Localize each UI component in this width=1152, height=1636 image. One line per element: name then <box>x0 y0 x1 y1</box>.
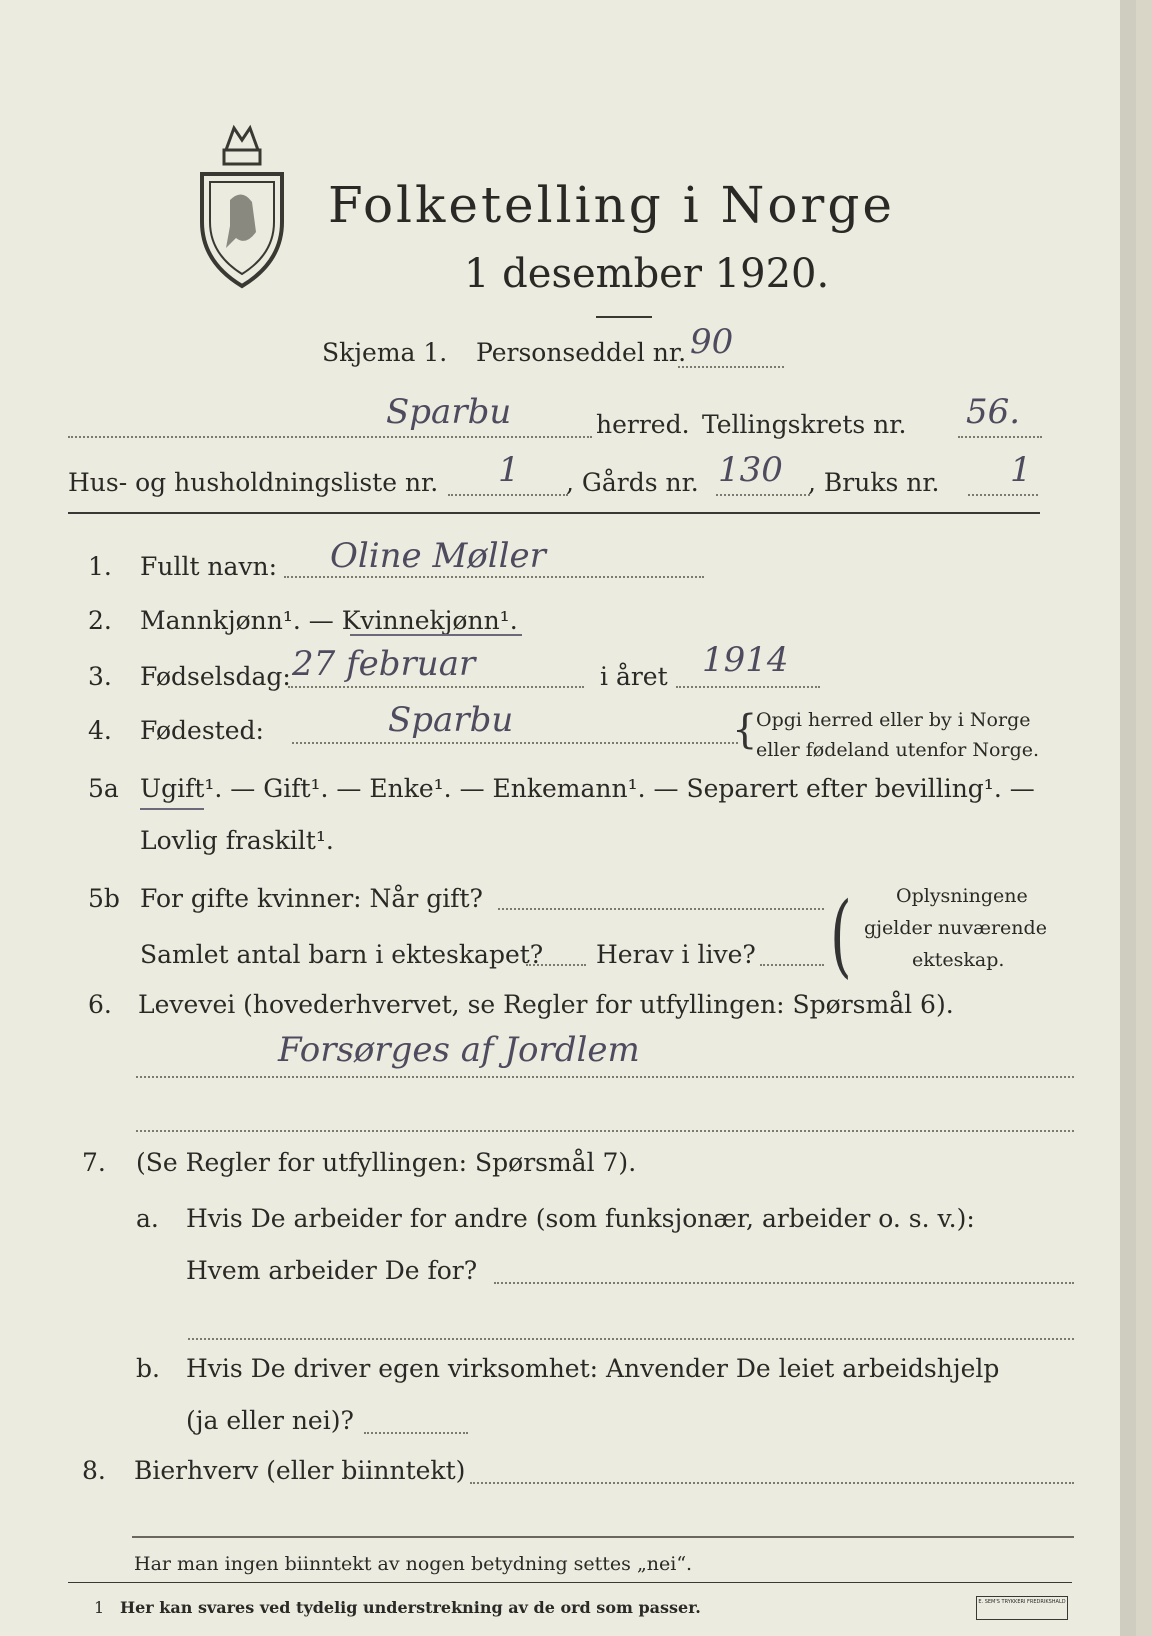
footer-rule <box>68 1582 1072 1583</box>
census-date: 1 desember 1920. <box>464 251 830 297</box>
q4-label: Fødested: <box>140 716 264 745</box>
q6-label: Levevei (hovederhvervet, se Regler for utfyllingen: Spørsmål 6). <box>138 990 954 1019</box>
tellingskrets-label: Tellingskrets nr. <box>702 410 907 439</box>
employer-line-2 <box>188 1338 1074 1340</box>
occupation-value[interactable]: Forsørges af Jordlem <box>278 1030 640 1070</box>
q6-number: 6. <box>88 990 112 1019</box>
q1-label: Fullt navn: <box>140 552 278 581</box>
q7a-line-1: Hvis De arbeider for andre (som funksjonær, arbeider o. s. v.): <box>186 1204 975 1233</box>
birthplace-note-1: Opgi herred eller by i Norge <box>756 709 1031 731</box>
q4-number: 4. <box>88 716 112 745</box>
q7b-line-1: Hvis De driver egen virksomhet: Anvender De leiet arbeidshjelp <box>186 1354 1000 1383</box>
children-alive-label: Herav i live? <box>596 940 756 969</box>
q1-line <box>284 576 704 578</box>
q7b-number: b. <box>136 1354 160 1383</box>
q7-label: (Se Regler for utfyllingen: Spørsmål 7). <box>136 1148 637 1177</box>
side-income-note: Har man ingen biinntekt av nogen betydning settes „nei“. <box>134 1553 693 1575</box>
year-line <box>676 686 820 688</box>
herred-line <box>68 436 592 438</box>
occupation-line-2 <box>136 1130 1074 1132</box>
occupation-line-1 <box>136 1076 1074 1078</box>
year-label: i året <box>600 662 668 691</box>
q8-label: Bierhverv (eller biinntekt) <box>134 1456 466 1485</box>
page-edge <box>1120 0 1136 1636</box>
civil-status-underline <box>140 808 204 810</box>
printer-stamp <box>976 1596 1068 1620</box>
tellingskrets-line <box>958 436 1042 438</box>
birthplace-note-2: eller fødeland utenfor Norge. <box>756 739 1040 761</box>
employer-line-1 <box>494 1282 1074 1284</box>
personseddel-value[interactable]: 90 <box>690 322 734 362</box>
hus-line <box>448 494 568 496</box>
civil-status-options-2[interactable]: Lovlig fraskilt¹. <box>140 826 334 855</box>
gards-value[interactable]: 130 <box>718 450 783 490</box>
q5a-number: 5a <box>88 774 119 803</box>
side-income-line-1 <box>470 1482 1074 1484</box>
coat-of-arms-icon <box>196 122 288 290</box>
hus-label: Hus- og husholdningsliste nr. <box>68 468 439 497</box>
birthday-line <box>288 686 584 688</box>
hus-value[interactable]: 1 <box>498 450 520 490</box>
civil-status-options[interactable]: Ugift¹. — Gift¹. — Enke¹. — Enkemann¹. — Separert efter bevilling¹. — <box>140 774 1035 803</box>
married-note-2: gjelder nuværende <box>864 917 1047 939</box>
married-note-1: Oplysningene <box>896 885 1028 907</box>
married-when-line <box>498 908 824 910</box>
title-divider <box>596 316 652 318</box>
form-title: Folketelling i Norge <box>328 176 895 234</box>
gender-underline <box>350 634 522 636</box>
bruks-line <box>968 494 1038 496</box>
footnote-number: 1 <box>94 1598 105 1617</box>
herred-value[interactable]: Sparbu <box>386 392 512 432</box>
q5b-number: 5b <box>88 884 120 913</box>
married-brace: ( <box>830 884 852 989</box>
birth-year-value[interactable]: 1914 <box>702 640 789 680</box>
gender-options[interactable]: Mannkjønn¹. — Kvinnekjønn¹. <box>140 606 518 635</box>
personseddel-line <box>678 366 784 368</box>
q3-number: 3. <box>88 662 112 691</box>
q8-number: 8. <box>82 1456 106 1485</box>
header-rule <box>68 512 1040 514</box>
bruks-value[interactable]: 1 <box>1010 450 1032 490</box>
q7b-line-2: (ja eller nei)? <box>186 1406 354 1435</box>
printer-stamp-text: E. SEM'S TRYKKERI FREDRIKSHALD <box>978 1599 1066 1605</box>
birthday-value[interactable]: 27 februar <box>292 644 476 684</box>
children-alive-line <box>760 964 824 966</box>
q7-number: 7. <box>82 1148 106 1177</box>
birthplace-value[interactable]: Sparbu <box>388 700 514 740</box>
q7a-line-2: Hvem arbeider De for? <box>186 1256 478 1285</box>
personseddel-label: Personseddel nr. <box>476 338 687 367</box>
bruks-label: , Bruks nr. <box>808 468 940 497</box>
children-total-label: Samlet antal barn i ekteskapet? <box>140 940 544 969</box>
side-income-line-2 <box>132 1536 1074 1538</box>
birthplace-line <box>292 742 738 744</box>
q1-number: 1. <box>88 552 112 581</box>
tellingskrets-value[interactable]: 56. <box>966 392 1021 432</box>
skjema-label: Skjema 1. <box>322 338 448 367</box>
gards-label: , Gårds nr. <box>566 468 699 497</box>
children-total-line <box>526 964 586 966</box>
birthplace-brace: { <box>732 707 758 753</box>
q3-label: Fødselsdag: <box>140 662 291 691</box>
married-note-3: ekteskap. <box>912 949 1005 971</box>
gards-line <box>716 494 810 496</box>
q2-number: 2. <box>88 606 112 635</box>
q7a-number: a. <box>136 1204 159 1233</box>
herred-label: herred. <box>596 410 690 439</box>
full-name-value[interactable]: Oline Møller <box>330 536 546 576</box>
married-when-label: For gifte kvinner: Når gift? <box>140 884 483 913</box>
footnote-text: Her kan svares ved tydelig understrekning av de ord som passer. <box>120 1598 701 1617</box>
hired-help-line <box>364 1432 468 1434</box>
